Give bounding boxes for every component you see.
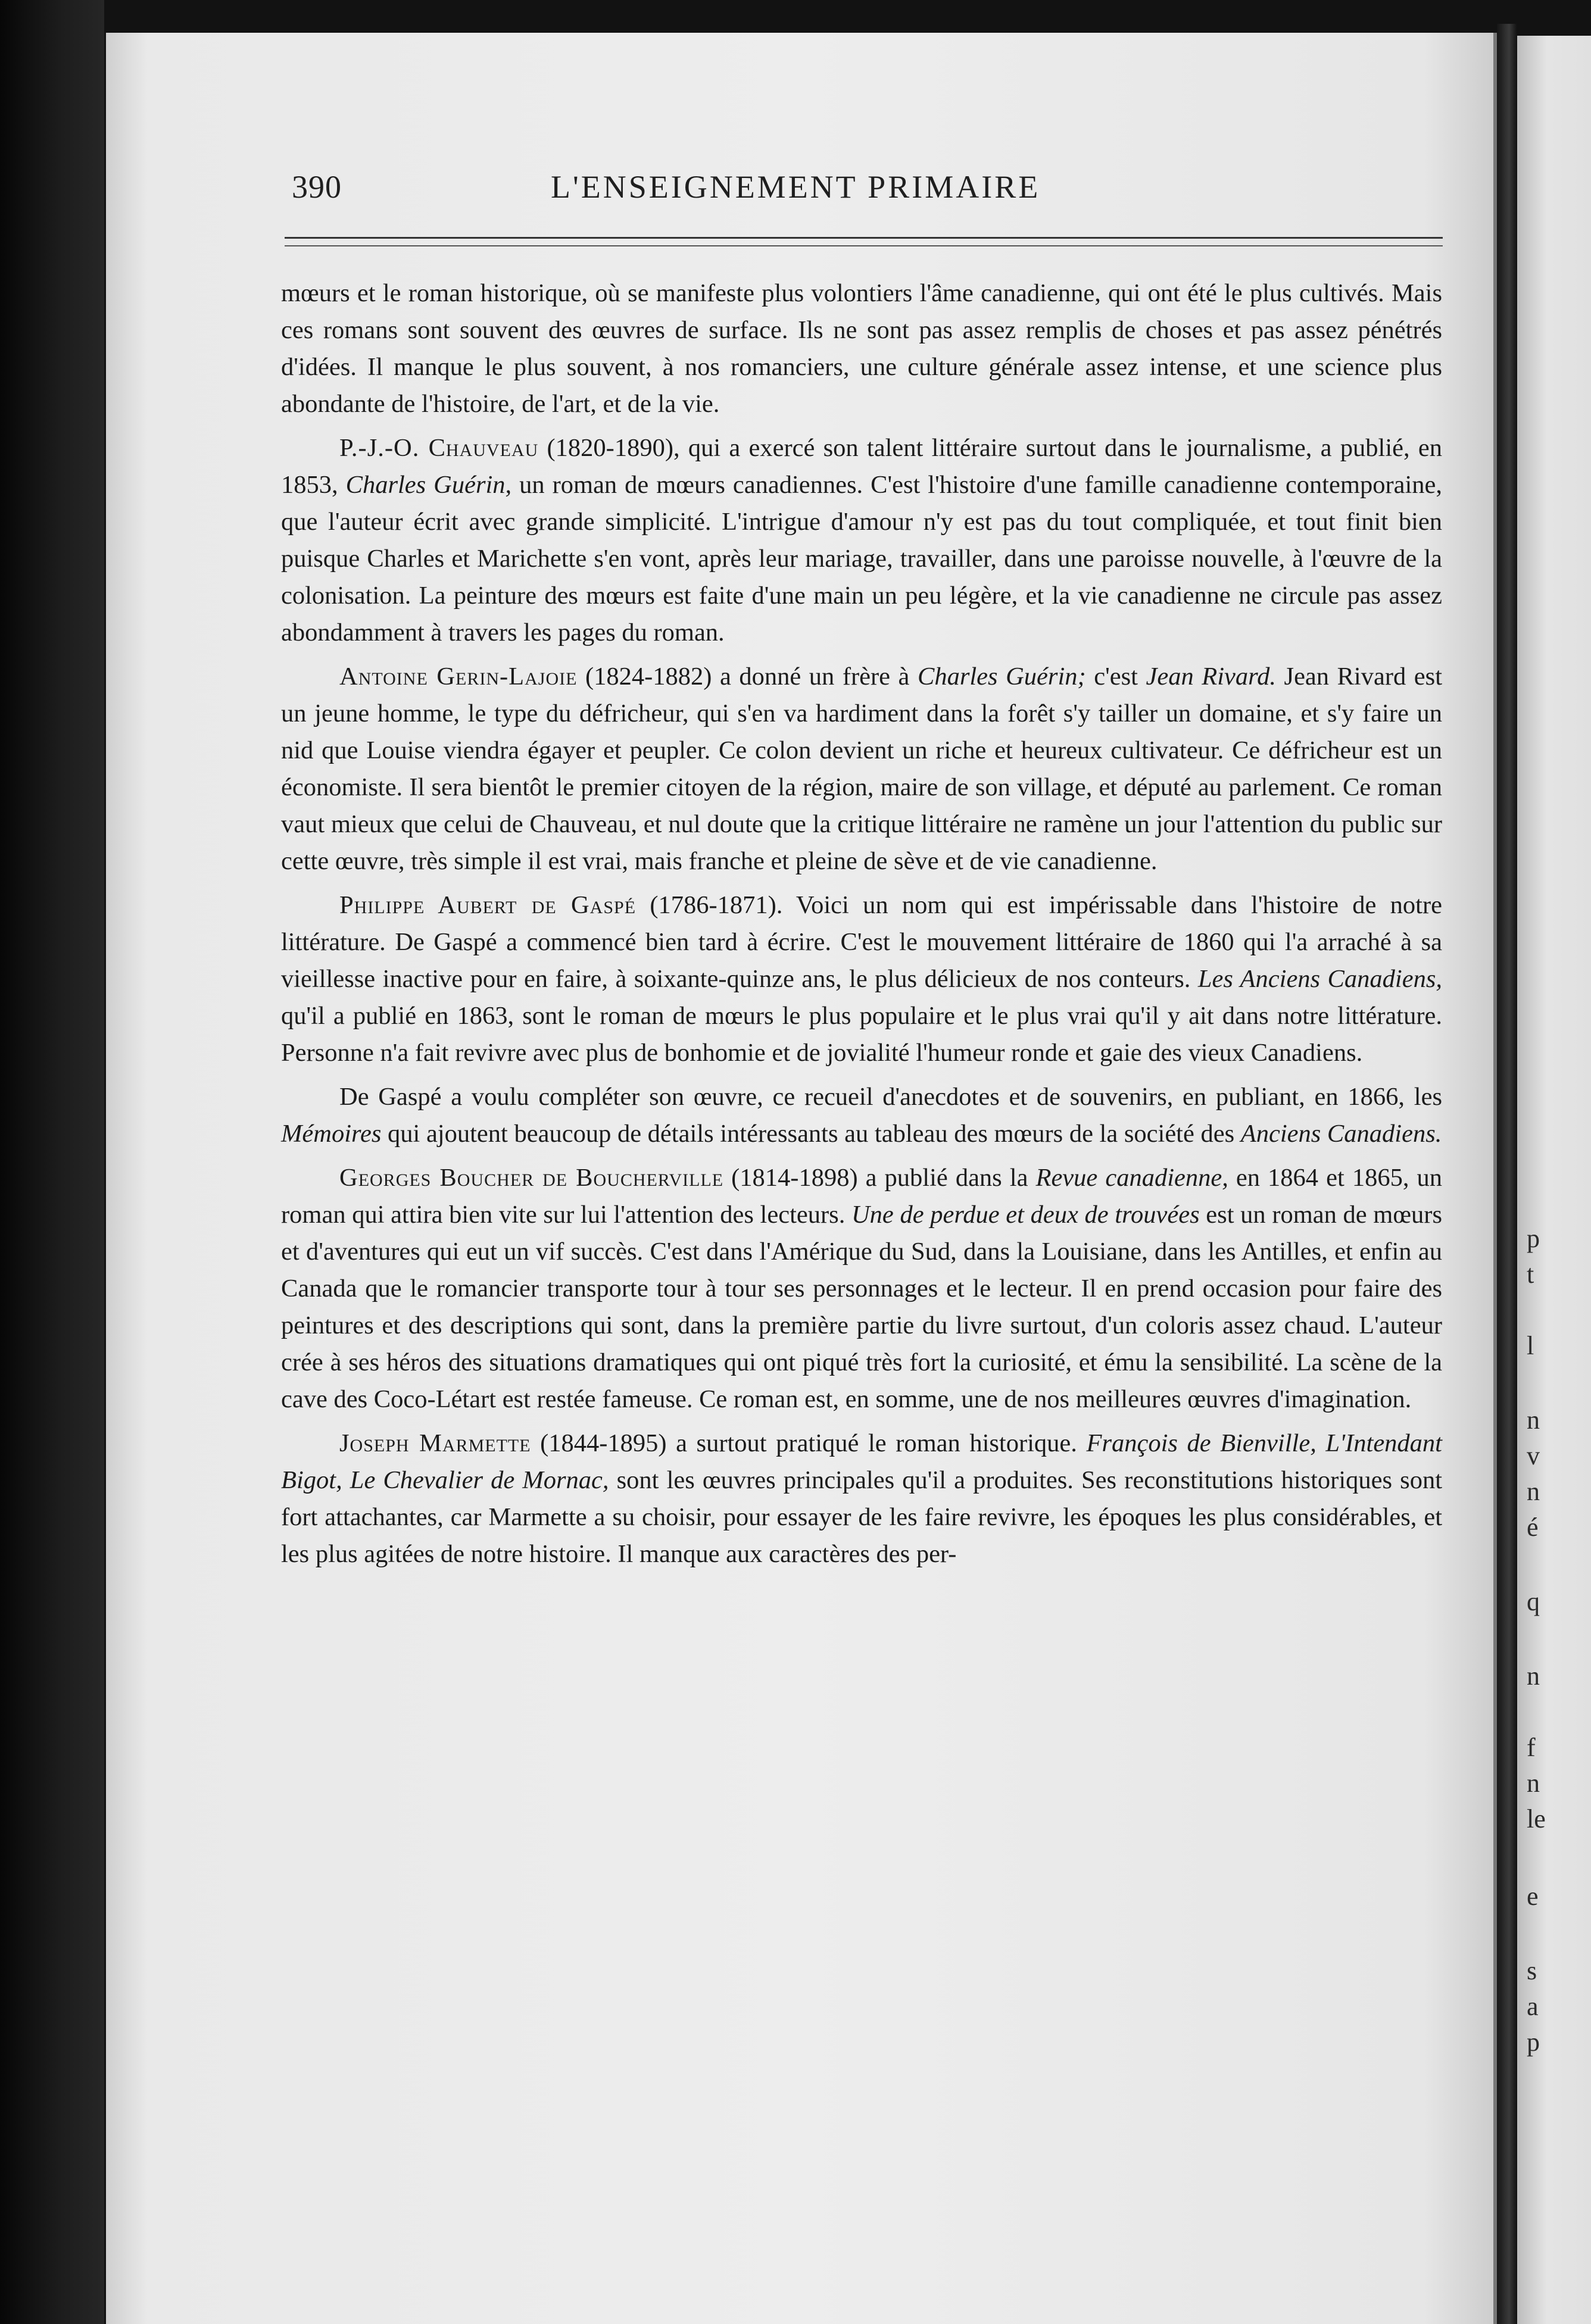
paragraph (281, 1425, 1442, 1573)
adjacent-page-fragment: é (1527, 1513, 1539, 1542)
running-title: L'ENSEIGNEMENT PRIMAIRE (551, 169, 1041, 205)
adjacent-page-fragment: t (1527, 1260, 1534, 1289)
work-title: Une de perdue et deux de trouvées (851, 1201, 1200, 1229)
text-run: Jean Rivard est un jeune homme, le type du défricheur, qui s'en va hardiment dans la forêt s'y tailler un domaine, et s'y faire un nid que Louise viendra égayer et peupler. Ce colon devient un riche et heureux cultivateur. Ce défricheur est un économiste. Il sera bientôt le premier citoyen de la région, maire de son village, et député au parlement. Ce roman vaut mieux que celui de Chauveau, et nul doute que la critique littéraire ne ramène un jour l'attention du public sur cette œuvre, très simple il est vrai, mais franche et pleine de sève et de vie canadienne. (281, 663, 1443, 875)
paragraph (281, 1079, 1442, 1152)
author-name: P.-J.-O. Chauveau (339, 434, 539, 462)
header-rule-bottom (285, 245, 1443, 246)
adjacent-page-fragment: n (1527, 1661, 1540, 1691)
adjacent-page-fragment: f (1527, 1733, 1536, 1762)
scan-left-margin (0, 0, 104, 2324)
adjacent-page-fragment: a (1527, 1992, 1539, 2021)
adjacent-page-fragment: p (1527, 1224, 1540, 1253)
paragraph (281, 275, 1442, 423)
adjacent-page-fragment: p (1527, 2028, 1540, 2057)
paragraph (281, 658, 1442, 880)
text-run: est un roman de mœurs et d'aventures qui eut un vif succès. C'est dans l'Amérique du Sud, dans la Louisiane, dans les Antilles, et enfin au Canada que le romancier transporte tour à tour ses personnages et le lecteur. Il en prend occasion pour faire des peintures et des descriptions qui sont, dans la première partie du livre surtout, d'un coloris assez chaud. L'auteur crée à ses héros des situations dramatiques qui ont piqué très fort la curiosité, et ému la sensibilité. La scène de la cave des Coco-Létart est restée fameuse. Ce roman est, en somme, une de nos meilleures œuvres d'imagination. (281, 1201, 1442, 1413)
adjacent-page-fragment: q (1527, 1587, 1540, 1616)
text-run: qu'il a publié en 1863, sont le roman de mœurs le plus populaire et le plus vrai qu'il y ait dans notre littérature. Personne n'a fait revivre avec plus de bonhomie et de jovialité l'humeur ronde et gaie des vieux Canadiens. (281, 1002, 1442, 1067)
author-name: Antoine Gerin-Lajoie (339, 663, 578, 691)
header-rule-top (285, 237, 1443, 239)
adjacent-page-fragment: v (1527, 1441, 1540, 1470)
text-run: un roman de mœurs canadiennes. C'est l'histoire d'une famille canadienne contemporaine, que l'auteur écrit avec grande simplicité. L'intrigue d'amour n'y est pas du tout compliquée, et tout finit bien puisque Charles et Marichette s'en vont, après leur mariage, travailler, dans une paroisse nouvelle, à l'œuvre de la colonisation. La peinture des mœurs est faite d'une main un peu légère, et la vie canadienne ne circule pas assez abondamment à travers les pages du roman. (281, 471, 1443, 646)
text-run: qui ajoutent beaucoup de détails intéressants au tableau des mœurs de la société des (381, 1120, 1241, 1148)
adjacent-page-fragment: e (1527, 1882, 1539, 1911)
adjacent-page-fragment: l (1527, 1331, 1534, 1360)
work-title: Les Anciens Canadiens, (1197, 965, 1442, 993)
text-run: en 1864 et 1865, un roman qui attira bien vite sur lui l'attention des lecteurs. (281, 1164, 1442, 1229)
work-title: Charles Guérin, (345, 471, 512, 499)
text-run: (1844-1895) a surtout pratiqué le roman historique. (531, 1429, 1087, 1457)
adjacent-page-fragment: le (1527, 1804, 1546, 1833)
text-run: (1820-1890), qui a exercé son talent littéraire surtout dans le journalisme, a publié, en 1853, (281, 434, 1442, 499)
author-name: Philippe Aubert de Gaspé (339, 891, 637, 919)
text-run: (1824-1882) a donné un frère à (577, 663, 918, 691)
adjacent-page (1517, 36, 1591, 2324)
text-run: (1786-1871). Voici un nom qui est impérissable dans l'histoire de notre littérature. De Gaspé a commencé bien tard à écrire. C'est le mouvement littéraire de 1860 qui l'a arraché à sa vieillesse inactive pour en faire, à soixante-quinze ans, le plus délicieux de nos conteurs. (281, 891, 1442, 993)
adjacent-page-fragment: n (1527, 1477, 1540, 1506)
author-name: Joseph Marmette (339, 1429, 531, 1457)
paragraph (281, 887, 1442, 1072)
adjacent-page-fragment: n (1527, 1769, 1540, 1798)
adjacent-page-fragment: s (1527, 1956, 1537, 1985)
text-run: mœurs et le roman historique, où se manifeste plus volontiers l'âme canadienne, qui ont été le plus cultivés. Mais ces romans sont souvent des œuvres de surface. Ils ne sont pas assez remplis de choses et pas assez pénétrés d'idées. Il manque le plus souvent, à nos romanciers, une culture générale assez intense, et une science plus abondante de l'histoire, de l'art, et de la vie. (281, 279, 1442, 418)
work-title: Revue canadienne, (1035, 1164, 1228, 1192)
page-number: 390 (292, 169, 342, 205)
work-title: Mémoires (281, 1120, 382, 1148)
author-name: Georges Boucher de Boucherville (339, 1164, 724, 1192)
body-text (281, 275, 1442, 1580)
paragraph (281, 1160, 1442, 1418)
work-title: Jean Rivard. (1146, 663, 1276, 691)
work-title: François de Bienville, L'Intendant Bigot, Le Chevalier de Mornac, (281, 1429, 1442, 1494)
book-gutter (1497, 24, 1517, 2324)
text-run: sont les œuvres principales qu'il a produites. Ses reconstitutions historiques sont fort attachantes, car Marmette a su choisir, pour essayer de les faire revivre, les époques les plus considérables, et les plus agitées de notre histoire. Il manque aux caractères des per- (281, 1466, 1442, 1568)
paragraph (281, 430, 1442, 651)
work-title: Charles Guérin; (917, 663, 1086, 691)
adjacent-page-fragment: n (1527, 1405, 1540, 1435)
text-run: (1814-1898) a publié dans la (723, 1164, 1036, 1192)
text-run: De Gaspé a voulu compléter son œuvre, ce recueil d'anecdotes et de souvenirs, en publiant, en 1866, les (339, 1083, 1442, 1111)
work-title: Anciens Canadiens. (1240, 1120, 1442, 1148)
text-run: c'est (1085, 663, 1146, 691)
